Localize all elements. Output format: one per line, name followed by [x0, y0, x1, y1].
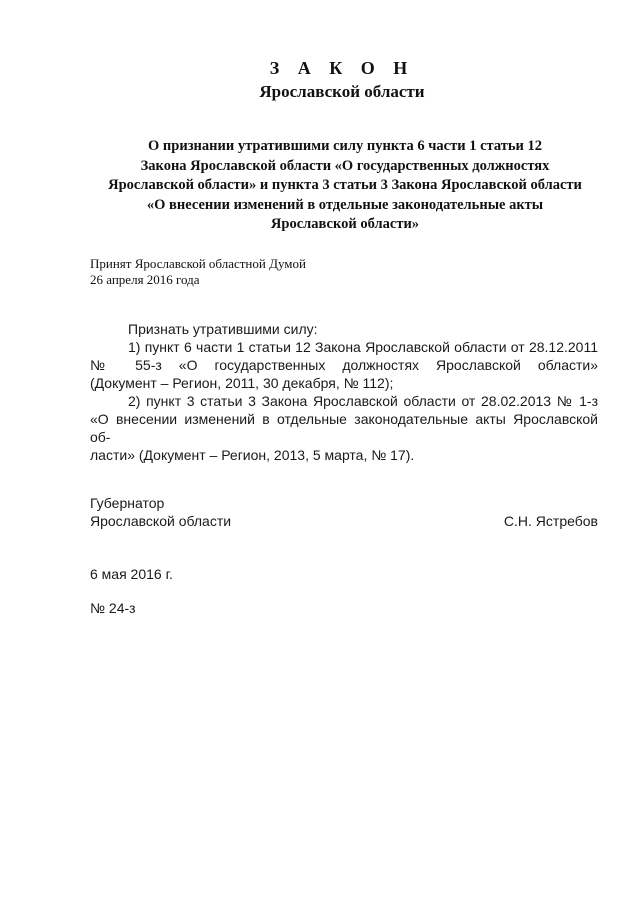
signing-date: 6 мая 2016 г. — [90, 566, 173, 582]
signature-row — [90, 512, 598, 530]
heading-line: «О внесении изменений в отдельные законодательные акты — [146, 196, 544, 213]
item-1-line-1: 1) пункт 6 части 1 статьи 12 Закона Ярославской области от 28.12.2011 — [128, 339, 598, 355]
law-body — [90, 320, 598, 464]
signature-block — [90, 494, 598, 530]
document-subtitle: Ярославской области — [259, 82, 425, 101]
signer-position-line-1: Губернатор — [90, 495, 165, 511]
item-1-line-2: № 55-з «О государственных должностях Ярославской области» — [90, 357, 598, 373]
heading-line: Ярославской области» — [270, 216, 420, 232]
law-heading — [90, 137, 600, 235]
heading-line: Ярославской области» и пункта 3 статьи 3 Закона Ярославской области — [108, 177, 582, 193]
document-title: З А К О Н — [269, 58, 415, 78]
law-number: № 24-з — [90, 600, 136, 616]
signer-position-line-2: Ярославской области — [90, 513, 232, 529]
heading-line: О признании утратившими силу пункта 6 части 1 статьи 12 — [148, 138, 542, 154]
item-2-line-3: ласти» (Документ – Регион, 2013, 5 марта, № 17). — [90, 447, 415, 463]
body-intro: Признать утратившими силу: — [128, 321, 318, 337]
item-2-line-1: 2) пункт 3 статьи 3 Закона Ярославской области от 28.02.2013 № 1-з — [128, 393, 598, 409]
adoption-date: 26 апреля 2016 года — [90, 272, 200, 287]
item-1-line-3: (Документ – Регион, 2011, 30 декабря, № 112); — [90, 375, 394, 391]
adoption-body: Принят Ярославской областной Думой — [90, 256, 306, 271]
adoption-note — [90, 256, 306, 288]
item-2-line-2: «О внесении изменений в отдельные законодательные акты Ярославской об- — [90, 411, 598, 445]
heading-line: Закона Ярославской области «О государственных должностях — [140, 157, 550, 174]
signer-name: С.Н. Ястребов — [503, 513, 598, 529]
